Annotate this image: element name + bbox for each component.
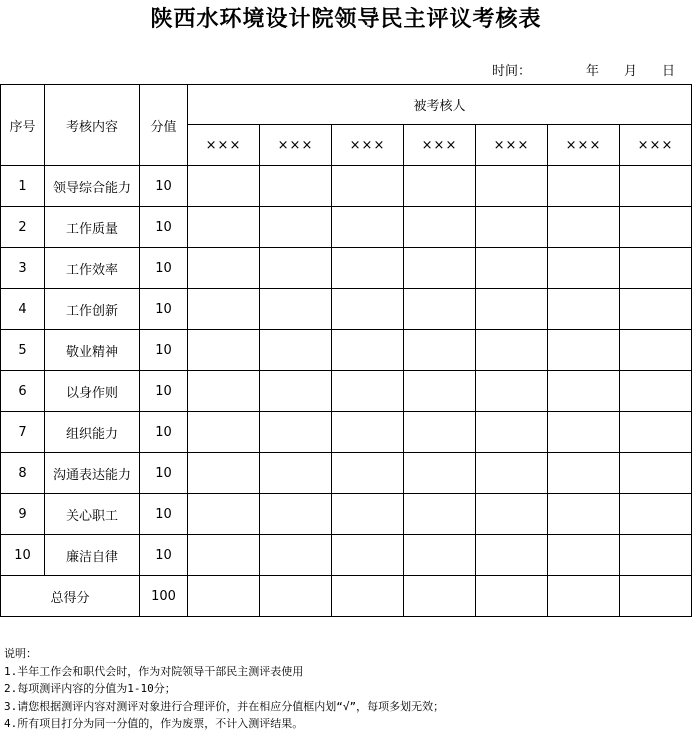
evaluatee-name: ×××	[548, 125, 620, 166]
header-content: 考核内容	[45, 85, 140, 166]
score-cell[interactable]	[620, 494, 692, 535]
date-month: 月	[624, 64, 638, 79]
evaluatee-name: ×××	[188, 125, 260, 166]
row-no: 4	[1, 289, 45, 330]
score-cell[interactable]	[620, 371, 692, 412]
table-row	[1, 166, 692, 207]
score-cell[interactable]	[260, 248, 332, 289]
total-row	[1, 576, 692, 617]
score-cell[interactable]	[260, 453, 332, 494]
total-cell[interactable]	[620, 576, 692, 617]
score-cell[interactable]	[188, 535, 260, 576]
score-cell[interactable]	[620, 412, 692, 453]
row-no: 1	[1, 166, 45, 207]
score-cell[interactable]	[476, 330, 548, 371]
row-score: 10	[140, 412, 188, 453]
row-item: 沟通表达能力	[45, 453, 140, 494]
score-cell[interactable]	[332, 494, 404, 535]
score-cell[interactable]	[332, 207, 404, 248]
score-cell[interactable]	[404, 207, 476, 248]
row-score: 10	[140, 371, 188, 412]
score-cell[interactable]	[476, 494, 548, 535]
score-cell[interactable]	[620, 166, 692, 207]
row-item: 工作效率	[45, 248, 140, 289]
date-line	[0, 60, 692, 78]
total-score: 100	[140, 576, 188, 617]
score-cell[interactable]	[476, 412, 548, 453]
evaluation-table	[0, 84, 692, 617]
row-no: 3	[1, 248, 45, 289]
total-cell[interactable]	[188, 576, 260, 617]
row-score: 10	[140, 330, 188, 371]
table-row	[1, 248, 692, 289]
date-day: 日	[662, 64, 676, 79]
score-cell[interactable]	[260, 330, 332, 371]
score-cell[interactable]	[548, 494, 620, 535]
header-no: 序号	[1, 85, 45, 166]
header-evaluatee: 被考核人	[188, 85, 692, 125]
evaluatee-name: ×××	[332, 125, 404, 166]
note-line: 4.所有项目打分为同一分值的，作为废票，不计入测评结果。	[4, 717, 304, 730]
score-cell[interactable]	[620, 207, 692, 248]
row-no: 6	[1, 371, 45, 412]
score-cell[interactable]	[332, 535, 404, 576]
evaluatee-name: ×××	[620, 125, 692, 166]
form-title: 陕西水环境设计院领导民主评议考核表	[150, 6, 542, 32]
notes	[4, 645, 444, 733]
date-year: 年	[586, 64, 600, 79]
header-score: 分值	[140, 85, 188, 166]
total-cell[interactable]	[404, 576, 476, 617]
total-cell[interactable]	[548, 576, 620, 617]
score-cell[interactable]	[620, 535, 692, 576]
score-cell[interactable]	[260, 535, 332, 576]
score-cell[interactable]	[404, 330, 476, 371]
score-cell[interactable]	[404, 166, 476, 207]
score-cell[interactable]	[476, 535, 548, 576]
score-cell[interactable]	[188, 371, 260, 412]
row-item: 关心职工	[45, 494, 140, 535]
score-cell[interactable]	[548, 453, 620, 494]
row-score: 10	[140, 289, 188, 330]
total-cell[interactable]	[332, 576, 404, 617]
score-cell[interactable]	[332, 412, 404, 453]
table-row	[1, 289, 692, 330]
score-cell[interactable]	[404, 371, 476, 412]
row-item: 廉洁自律	[45, 535, 140, 576]
total-cell[interactable]	[260, 576, 332, 617]
score-cell[interactable]	[188, 248, 260, 289]
score-cell[interactable]	[476, 289, 548, 330]
score-cell[interactable]	[476, 453, 548, 494]
total-label: 总得分	[1, 576, 140, 617]
table-row	[1, 535, 692, 576]
score-cell[interactable]	[476, 248, 548, 289]
score-cell[interactable]	[620, 453, 692, 494]
score-cell[interactable]	[188, 289, 260, 330]
score-cell[interactable]	[188, 330, 260, 371]
row-item: 工作创新	[45, 289, 140, 330]
note-line: 3.请您根据测评内容对测评对象进行合理评价，并在相应分值框内划“√”，每项多划无效；	[4, 699, 445, 713]
score-cell[interactable]	[332, 330, 404, 371]
row-score: 10	[140, 207, 188, 248]
score-cell[interactable]	[188, 207, 260, 248]
note-line: 2.每项测评内容的分值为1-10分；	[4, 682, 176, 695]
score-cell[interactable]	[548, 248, 620, 289]
score-cell[interactable]	[332, 166, 404, 207]
table-row	[1, 494, 692, 535]
row-score: 10	[140, 248, 188, 289]
evaluatee-name: ×××	[404, 125, 476, 166]
score-cell[interactable]	[332, 289, 404, 330]
date-label: 时间：	[492, 64, 532, 79]
score-cell[interactable]	[404, 248, 476, 289]
score-cell[interactable]	[476, 371, 548, 412]
row-no: 5	[1, 330, 45, 371]
row-item: 敬业精神	[45, 330, 140, 371]
row-item: 领导综合能力	[45, 166, 140, 207]
table-row	[1, 371, 692, 412]
score-cell[interactable]	[548, 289, 620, 330]
score-cell[interactable]	[260, 371, 332, 412]
score-cell[interactable]	[188, 412, 260, 453]
table-row	[1, 453, 692, 494]
score-cell[interactable]	[332, 248, 404, 289]
score-cell[interactable]	[404, 535, 476, 576]
score-cell[interactable]	[404, 494, 476, 535]
evaluatee-name: ×××	[476, 125, 548, 166]
score-cell[interactable]	[548, 330, 620, 371]
evaluatee-name: ×××	[260, 125, 332, 166]
row-item: 组织能力	[45, 412, 140, 453]
table-row	[1, 330, 692, 371]
table-row	[1, 412, 692, 453]
row-no: 10	[1, 535, 45, 576]
score-cell[interactable]	[260, 289, 332, 330]
row-no: 8	[1, 453, 45, 494]
row-score: 10	[140, 535, 188, 576]
score-cell[interactable]	[260, 166, 332, 207]
score-cell[interactable]	[260, 494, 332, 535]
score-cell[interactable]	[548, 535, 620, 576]
row-score: 10	[140, 494, 188, 535]
row-score: 10	[140, 166, 188, 207]
notes-heading: 说明：	[4, 647, 37, 660]
score-cell[interactable]	[548, 207, 620, 248]
row-no: 2	[1, 207, 45, 248]
score-cell[interactable]	[404, 289, 476, 330]
score-cell[interactable]	[188, 494, 260, 535]
table-row	[1, 207, 692, 248]
score-cell[interactable]	[332, 453, 404, 494]
score-cell[interactable]	[548, 166, 620, 207]
note-line: 1.半年工作会和职代会时，作为对院领导干部民主测评表使用	[4, 664, 304, 678]
row-score: 10	[140, 453, 188, 494]
total-cell[interactable]	[476, 576, 548, 617]
score-cell[interactable]	[476, 166, 548, 207]
score-cell[interactable]	[620, 289, 692, 330]
score-cell[interactable]	[404, 412, 476, 453]
row-item: 以身作则	[45, 371, 140, 412]
score-cell[interactable]	[188, 166, 260, 207]
score-cell[interactable]	[476, 207, 548, 248]
row-item: 工作质量	[45, 207, 140, 248]
row-no: 9	[1, 494, 45, 535]
score-cell[interactable]	[548, 412, 620, 453]
score-cell[interactable]	[260, 207, 332, 248]
score-cell[interactable]	[620, 248, 692, 289]
score-cell[interactable]	[260, 412, 332, 453]
row-no: 7	[1, 412, 45, 453]
score-cell[interactable]	[620, 330, 692, 371]
score-cell[interactable]	[548, 371, 620, 412]
score-cell[interactable]	[332, 371, 404, 412]
score-cell[interactable]	[188, 453, 260, 494]
score-cell[interactable]	[404, 453, 476, 494]
